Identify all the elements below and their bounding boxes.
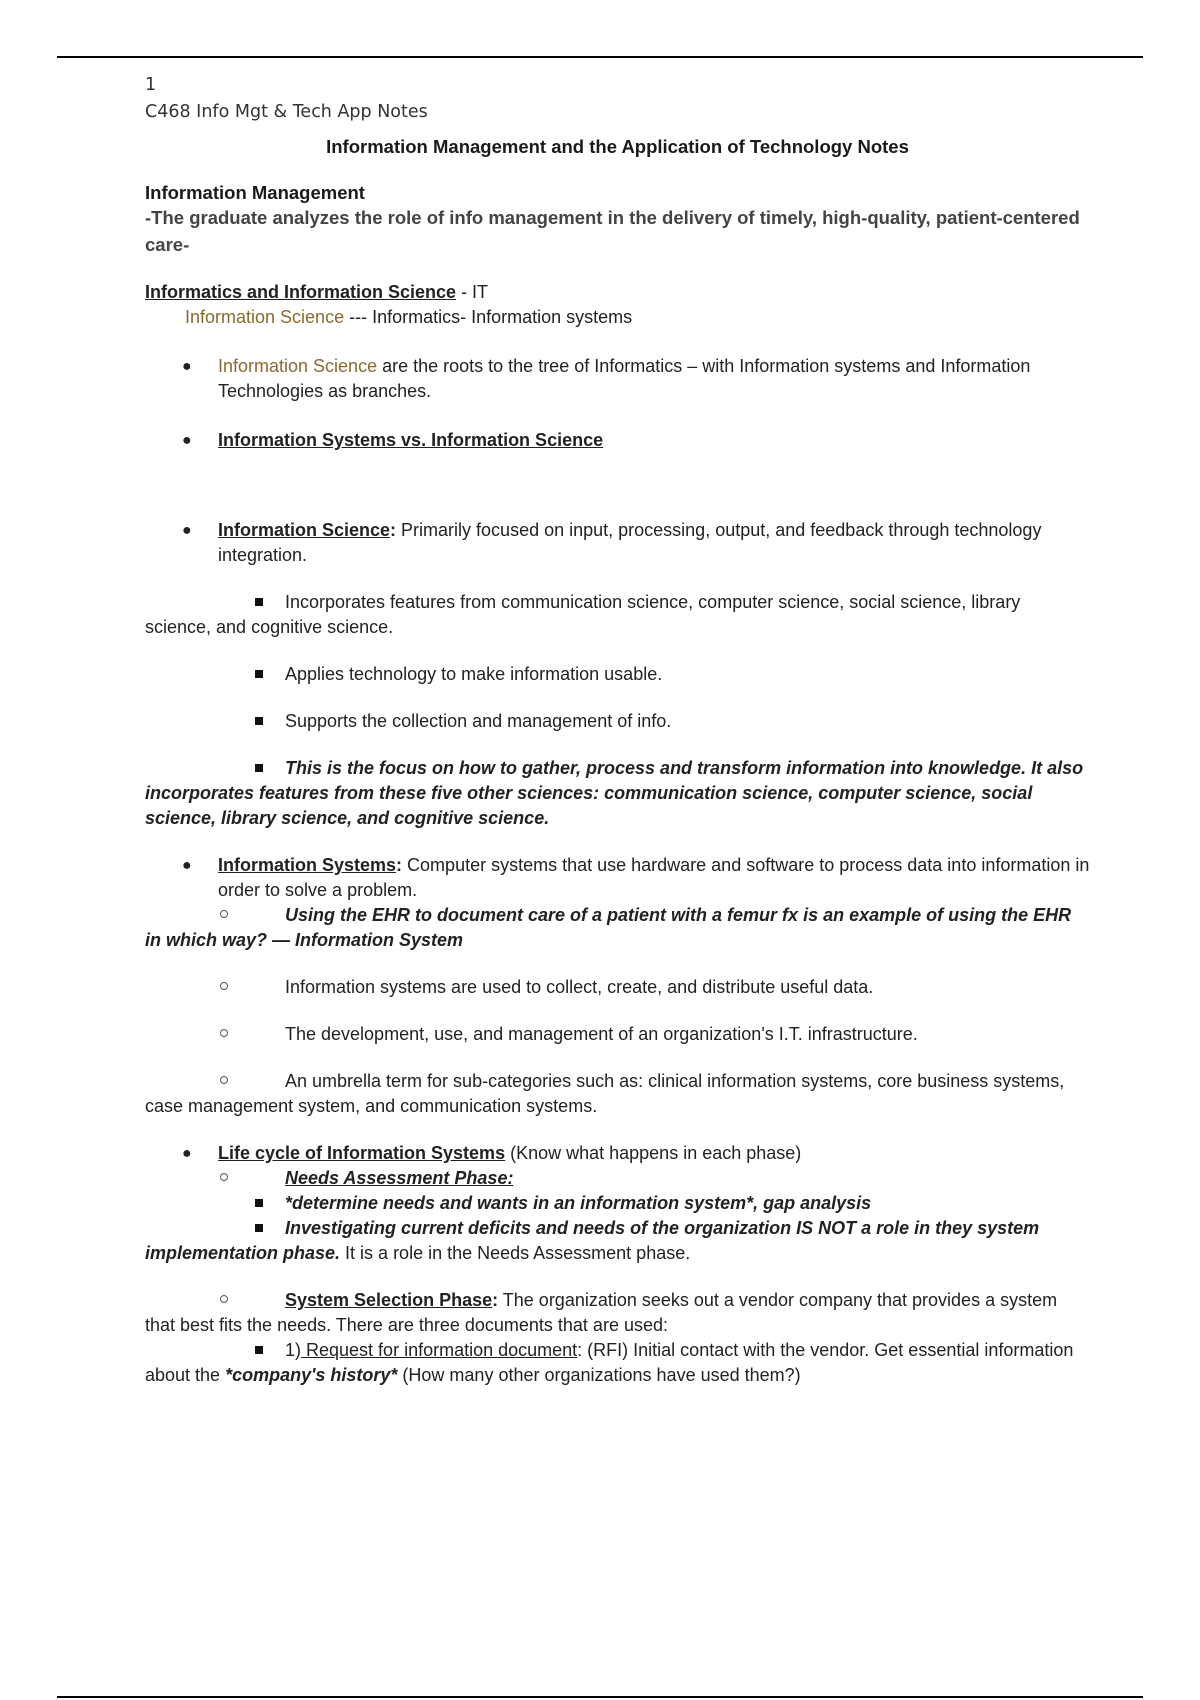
info-mgmt-objective: -The graduate analyzes the role of info management in the delivery of timely, high-quality, patient-centered care- (145, 207, 1080, 255)
square-bullet-icon (255, 1346, 263, 1354)
rfi-text-1: : (RFI) Initial contact with the vendor. Get essential information about the (145, 1340, 1074, 1385)
informatics-heading: Informatics and Information Science (145, 282, 457, 302)
information-science-colon: : (390, 520, 397, 540)
needs-phase-text: Needs Assessment Phase: (285, 1168, 514, 1188)
circle-bullet-icon (220, 1029, 228, 1037)
bullet-dot-icon: ● (182, 432, 192, 449)
circle-bullet-icon (220, 982, 228, 990)
life-cycle-text: (Know what happens in each phase) (505, 1143, 802, 1163)
square-bullet-icon (255, 598, 263, 606)
info-systems-sub-1 (145, 903, 1090, 953)
square-bullet-icon (255, 717, 263, 725)
informatics-heading-suffix: - IT (456, 282, 489, 302)
info-science-sub-2 (145, 662, 1090, 687)
bullet-roots-text: are the roots to the tree of Informatics – with Information systems and Information Technologies as branches. (218, 356, 1031, 401)
needs-sub-1-text: *determine needs and wants in an information system*, gap analysis (285, 1193, 872, 1213)
info-systems-sub-3 (145, 1022, 1090, 1047)
needs-sub-2 (145, 1216, 1090, 1266)
needs-phase (145, 1166, 1090, 1191)
info-systems-sub-3-text: The development, use, and management of an organization's I.T. infrastructure. (285, 1024, 918, 1044)
needs-sub-2-rest: It is a role in the Needs Assessment phase. (340, 1243, 691, 1263)
info-science-sub-1 (145, 590, 1090, 640)
information-systems-term: Information Systems (218, 855, 397, 875)
information-systems-colon: : (396, 855, 403, 875)
rfi-bold: *company's history* (225, 1365, 398, 1385)
bottom-rule (57, 1696, 1143, 1698)
info-systems-sub-2 (145, 975, 1090, 1000)
bullet-life-cycle (145, 1141, 1090, 1166)
circle-bullet-icon (220, 910, 228, 918)
bullet-information-science (145, 518, 1090, 568)
selection-phase-term: System Selection Phase (285, 1290, 493, 1310)
document-title: Information Management and the Application of Technology Notes (326, 136, 909, 157)
selection-phase-colon: : (492, 1290, 499, 1310)
rfi-text-2: (How many other organizations have used them?) (397, 1365, 801, 1385)
square-bullet-icon (255, 764, 263, 772)
info-systems-sub-1-text: Using the EHR to document care of a patient with a femur fx is an example of using the EHR in which way? — Information System (145, 905, 1072, 950)
info-science-sub-3-text: Supports the collection and management of info. (285, 711, 672, 731)
selection-phase (145, 1288, 1090, 1338)
bullet-systems-vs-science (145, 428, 1090, 453)
bullet-systems-vs-science-text: Information Systems vs. Information Science (218, 430, 604, 450)
info-systems-sub-4 (145, 1069, 1090, 1119)
information-science-term: Information Science (218, 520, 391, 540)
rfi-num: 1) (285, 1340, 302, 1360)
informatics-subline-gold: Information Science (185, 307, 345, 327)
bullet-dot-icon: ● (182, 358, 192, 375)
needs-sub-1 (145, 1191, 1090, 1216)
informatics-subline-rest: --- Informatics- Information systems (344, 307, 633, 327)
info-systems-sub-4-text: An umbrella term for sub-categories such as: clinical information systems, core business systems, case management system, and communication systems. (145, 1071, 1065, 1116)
square-bullet-icon (255, 1199, 263, 1207)
life-cycle-term: Life cycle of Information Systems (218, 1143, 506, 1163)
info-systems-sub-2-text: Information systems are used to collect, create, and distribute useful data. (285, 977, 874, 997)
bullet-dot-icon: ● (182, 857, 192, 874)
circle-bullet-icon (220, 1173, 228, 1181)
info-mgmt-heading: Information Management (145, 182, 365, 203)
informatics-heading-line (145, 280, 1090, 305)
bullet-dot-icon: ● (182, 1145, 192, 1162)
circle-bullet-icon (220, 1076, 228, 1084)
bullet-roots (145, 354, 1090, 404)
square-bullet-icon (255, 670, 263, 678)
selection-phase-text: The organization seeks out a vendor company that provides a system that best fits the needs. There are three documents that are used: (145, 1290, 1058, 1335)
information-systems-text: Computer systems that use hardware and software to process data into information in order to solve a problem. (218, 855, 1090, 900)
informatics-subline (145, 305, 1090, 330)
info-science-sub-1-text: Incorporates features from communication science, computer science, social science, library science, and cognitive science. (145, 592, 1021, 637)
page-number: 1 (145, 75, 157, 95)
rfi-term: Request for information document (301, 1340, 578, 1360)
square-bullet-icon (255, 1224, 263, 1232)
course-line: C468 Info Mgt & Tech App Notes (145, 102, 428, 122)
top-rule (57, 56, 1143, 58)
information-science-text: Primarily focused on input, processing, output, and feedback through technology integration. (218, 520, 1042, 565)
bullet-roots-gold: Information Science (218, 356, 378, 376)
bullet-dot-icon: ● (182, 522, 192, 539)
bullet-information-systems (145, 853, 1090, 903)
rfi-item (145, 1338, 1090, 1388)
info-science-sub-4 (145, 756, 1090, 831)
info-science-sub-2-text: Applies technology to make information usable. (285, 664, 663, 684)
info-science-sub-4-text: This is the focus on how to gather, process and transform information into knowledge. It also incorporates features from these five other sciences: communication science, computer science, social science, library science, and cognitive science. (145, 758, 1084, 828)
circle-bullet-icon (220, 1295, 228, 1303)
document-page (145, 72, 1090, 1388)
info-science-sub-3 (145, 709, 1090, 734)
needs-sub-2-bold: Investigating current deficits and needs of the organization IS NOT a role in they system implementation phase. (145, 1218, 1040, 1263)
